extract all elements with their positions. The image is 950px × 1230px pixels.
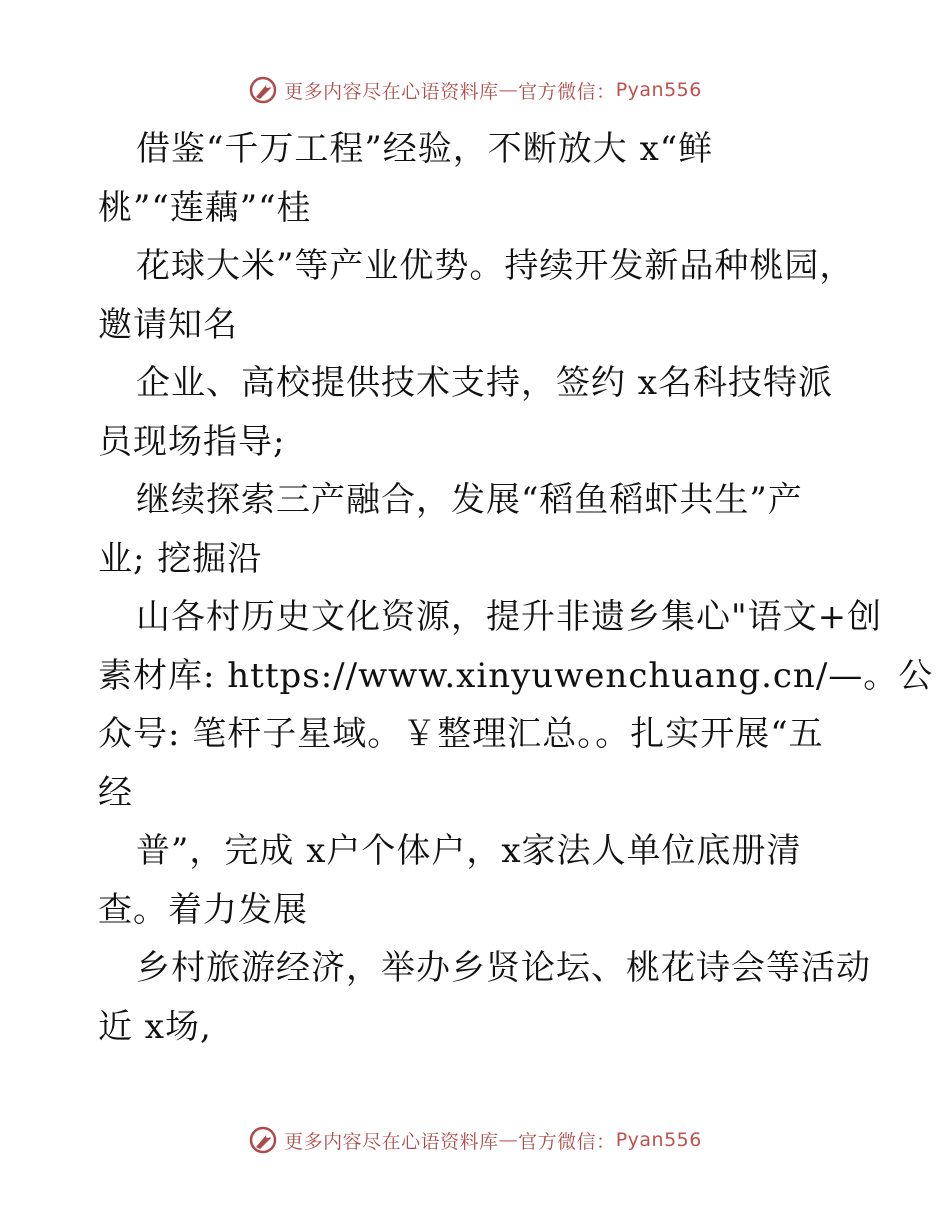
document-body <box>98 120 934 1056</box>
watermark-wechat-id: Pyan556 <box>615 79 702 101</box>
watermark-label: 官方微信： <box>518 80 616 103</box>
watermark-dash: — <box>498 79 519 101</box>
watermark-label: 官方微信： <box>518 1130 616 1153</box>
pen-nib-logo-icon <box>248 75 278 105</box>
body-line: 近 x场, <box>98 1006 212 1047</box>
pen-nib-logo-icon <box>248 1125 278 1155</box>
body-line: 邀请知名 <box>98 304 238 345</box>
body-line: 乡村旅游经济，举办乡贤论坛、桃花诗会等活动 <box>136 948 871 988</box>
body-line: 桃”“莲藕”“桂 <box>98 187 312 228</box>
body-line: 继续探索三产融合，发展“稻鱼稻虾共生”产 <box>136 480 803 520</box>
header-watermark <box>0 70 950 110</box>
watermark-text: 更多内容尽在心语资料库 <box>284 80 499 103</box>
body-line: 普”，完成 x户个体户，x家法人单位底册清 <box>136 831 802 871</box>
body-line: 花球大米”等产业优势。持续开发新品种桃园， <box>136 246 855 286</box>
body-line: 查。着力发展 <box>98 889 308 930</box>
body-line: 众号: 笔杆子星域。￥整理汇总。。扎实开展“五 <box>98 714 824 754</box>
footer-watermark <box>0 1120 950 1160</box>
body-line: 员现场指导; <box>98 421 286 462</box>
watermark-text: 更多内容尽在心语资料库 <box>284 1130 499 1153</box>
watermark-dash: — <box>498 1129 519 1151</box>
body-line: 经 <box>98 772 133 813</box>
body-line: 借鉴“千万工程”经验，不断放大 x“鲜 <box>136 129 714 169</box>
body-line: 业; 挖掘沿 <box>98 538 263 579</box>
watermark-wechat-id: Pyan556 <box>615 1129 702 1151</box>
body-line: 企业、高校提供技术支持，签约 x名科技特派 <box>136 363 833 403</box>
body-line: 素材库: https://www.xinyuwenchuang.cn/—。公 <box>98 655 934 696</box>
body-line: 山各村历史文化资源，提升非遗乡集心"语文+创 <box>136 597 883 637</box>
